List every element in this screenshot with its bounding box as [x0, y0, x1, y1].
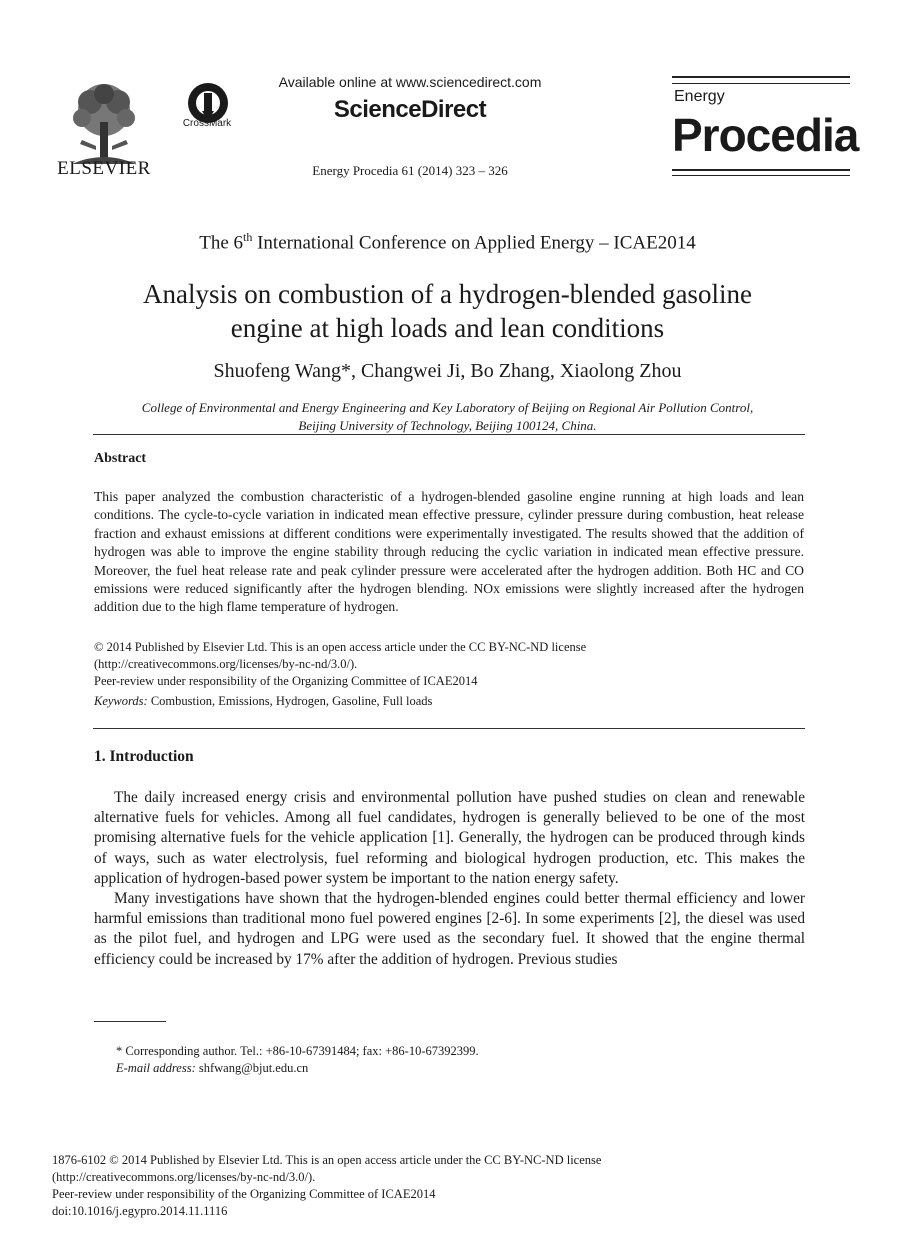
paper-title: Analysis on combustion of a hydrogen-blended gasoline engine at high loads and lean conditions: [143, 279, 752, 343]
footnote: * Corresponding author. Tel.: +86-10-67391484; fax: +86-10-67392399. E-mail address: shfwang@bjut.edu.cn: [116, 1044, 479, 1075]
paragraph: The daily increased energy crisis and environmental pollution have pushed studies on clean and renewable alternative fuels for vehicles. Among all fuel candidates, hydrogen is generally believed to be one of the most promising alternative fuels for the vehicle application [1]. Generally, the hydrogen can be produced through kinds of ways, such as water electrolysis, fuel reforming and biological hydrogen production, etc. This makes the application of hydrogen-based power system be important to the nation energy safety.: [94, 789, 805, 887]
crossmark-label: CrossMark: [182, 118, 232, 129]
journal-logo-rule: [672, 175, 850, 176]
license-notice: © 2014 Published by Elsevier Ltd. This is an open access article under the CC BY-NC-ND license (http://creativecommons.org/licenses/by-nc-nd/3.0/). Peer-review under responsibility of the Organizing Committee of ICAE2014: [94, 639, 804, 690]
affiliation: College of Environmental and Energy Engineering and Key Laboratory of Beijing on Regional Air Pollution Control, Beijing University of Technology, Beijing 100124, China.: [141, 400, 754, 433]
journal-logo-energy: Energy: [674, 88, 725, 105]
paragraph: Many investigations have shown that the hydrogen-blended engines could better thermal efficiency and lower harmful emissions than traditional mono fuel powered engines [2-6]. In some experiments [2], the diesel was used as the pilot fuel, and hydrogen and LPG were used as the secondary fuel. It showed that the engine thermal efficiency could be increased by 17% after the addition of hydrogen. Previous studies: [94, 890, 805, 968]
divider: [93, 728, 805, 729]
author-list: Shuofeng Wang*, Changwei Ji, Bo Zhang, Xiaolong Zhou: [213, 360, 682, 382]
section-heading: 1. Introduction: [94, 748, 194, 765]
abstract-heading: Abstract: [94, 451, 147, 466]
available-online-text: Available online at www.sciencedirect.com: [278, 74, 542, 90]
copyright-footer: 1876-6102 © 2014 Published by Elsevier Ltd. This is an open access article under the CC BY-NC-ND license (http://creativecommons.org/licenses/by-nc-nd/3.0/). Peer-review under responsibility of the Organizing Committee of ICAE2014 doi:10.1016/j.egypro.2014.11.1116: [52, 1152, 812, 1220]
journal-logo-rule: [672, 83, 850, 84]
publisher-name: ELSEVIER: [57, 158, 151, 179]
abstract-text: This paper analyzed the combustion characteristic of a hydrogen-blended gasoline engine running at high loads and lean conditions. The cycle-to-cycle variation in indicated mean effective pressure, cylinder pressure during combustion, heat release fraction and exhaust emissions at different conditions were experimentally investigated. The results showed that the addition of hydrogen was able to improve the engine stability through reducing the cyclic variation in indicated mean effective pressure. Moreover, the fuel heat release rate and peak cylinder pressure were accelerated after the hydrogen addition. Both HC and CO emissions were reduced significantly after the hydrogen blending. NOx emissions were slightly increased after the hydrogen addition due to the high flame temperature of hydrogen.: [94, 489, 804, 615]
license-link[interactable]: (http://creativecommons.org/licenses/by-nc-nd/3.0/).: [94, 657, 358, 671]
journal-citation: Energy Procedia 61 (2014) 323 – 326: [312, 163, 508, 178]
introduction-body: [94, 788, 805, 970]
doi-link[interactable]: doi:10.1016/j.egypro.2014.11.1116: [52, 1204, 228, 1218]
divider: [93, 434, 805, 435]
keywords: Keywords: Combustion, Emissions, Hydrogen, Gasoline, Full loads: [94, 694, 433, 708]
email-link[interactable]: shfwang@bjut.edu.cn: [195, 1061, 309, 1075]
journal-logo-procedia: Procedia: [672, 109, 859, 161]
sciencedirect-logo[interactable]: ScienceDirect: [333, 96, 487, 123]
journal-logo-rule: [672, 76, 850, 78]
license-link[interactable]: (http://creativecommons.org/licenses/by-nc-nd/3.0/).: [52, 1170, 316, 1184]
conference-name: The 6th International Conference on Applied Energy – ICAE2014: [199, 230, 696, 254]
journal-logo-rule: [672, 169, 850, 171]
footnote-rule: [94, 1021, 166, 1022]
